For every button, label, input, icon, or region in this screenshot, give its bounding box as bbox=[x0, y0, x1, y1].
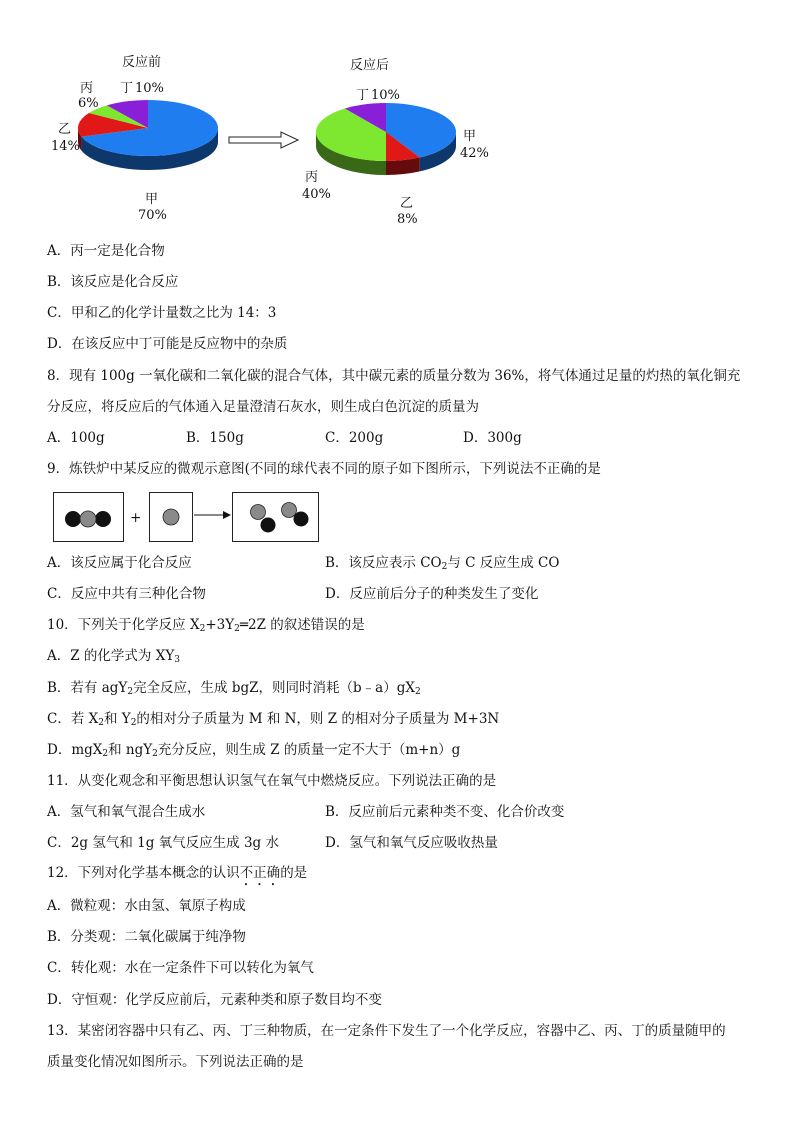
chart2-value-bing: 40% bbox=[302, 187, 331, 202]
q9-option-c: C．反应中共有三种化合物 bbox=[47, 586, 206, 602]
chart2-value-jia: 42% bbox=[460, 146, 489, 161]
chart2-label-jia: 甲 bbox=[463, 129, 477, 144]
q9-option-a: A．该反应属于化合反应 bbox=[47, 555, 192, 571]
q12-stem: 12．下列对化学基本概念的认识不正确的是 bbox=[47, 865, 308, 881]
q9-option-d: D．反应前后分子的种类发生了变化 bbox=[325, 586, 539, 602]
molecule-co2 bbox=[54, 493, 123, 541]
reactant-box-2 bbox=[149, 492, 193, 542]
q10-option-a: A．Z 的化学式为 $XY_3$ bbox=[47, 648, 180, 665]
q11-option-a: A．氢气和氧气混合生成水 bbox=[47, 804, 206, 820]
chart1-label-bing: 丙 bbox=[80, 81, 94, 96]
q10-option-b: B．若有 agY$_2$完全反应，生成 bgZ，则同时消耗$(b﹣a)gX_2$ bbox=[47, 680, 421, 697]
molecules-co bbox=[233, 493, 318, 541]
chart1-value-jia: 70% bbox=[138, 208, 167, 223]
chart1-label-jia: 甲 bbox=[145, 192, 159, 207]
q8-stem-line2: 分反应，将反应后的气体通入足量澄清石灰水，则生成白色沉淀的质量为 bbox=[47, 399, 479, 415]
q12-option-c: C．转化观：水在一定条件下可以转化为氧气 bbox=[47, 960, 314, 976]
q9-option-b: B．该反应表示 $CO_2$与 C 反应生成 CO bbox=[325, 555, 560, 572]
q11-option-c: C．2g 氢气和 1g 氧气反应生成 3g 水 bbox=[47, 835, 279, 851]
q8-option-b: B．150g bbox=[186, 430, 244, 446]
q11-option-d: D．氢气和氧气反应吸收热量 bbox=[325, 835, 498, 851]
q10-option-d: D．mgX$_2$和 ngY$_2$充分反应，则生成 Z 的质量一定不大于（m+n）g bbox=[47, 742, 461, 759]
pie-chart-after bbox=[316, 103, 456, 175]
reaction-arrow-icon bbox=[193, 508, 233, 522]
q8-stem-line1: 8．现有 100g 一氧化碳和二氧化碳的混合气体，其中碳元素的质量分数为 36%，将气体通过足量的灼热的氧化铜充 bbox=[47, 368, 741, 384]
chart2-label-yi: 乙 bbox=[400, 196, 414, 211]
q7-option-a: A．丙一定是化合物 bbox=[47, 243, 165, 259]
chart1-value-ding: 10% bbox=[135, 81, 164, 96]
chart1-value-bing: 6% bbox=[78, 96, 99, 111]
reactant-box-1 bbox=[53, 492, 124, 542]
atom-carbon bbox=[150, 493, 192, 541]
q10-stem: 10．下列关于化学反应 $X_2+3Y_2═2Z$ 的叙述错误的是 bbox=[47, 617, 365, 634]
chart2-label-ding: 丁 bbox=[356, 88, 370, 103]
q11-stem: 11．从变化观念和平衡思想认识氢气在氧气中燃烧反应。下列说法正确的是 bbox=[47, 773, 497, 789]
q7-option-c: C．甲和乙的化学计量数之比为 14：3 bbox=[47, 305, 277, 321]
q13-stem-line2: 质量变化情况如图所示。下列说法正确的是 bbox=[47, 1054, 304, 1070]
q8-option-a: A．100g bbox=[47, 430, 105, 446]
pie-chart-before bbox=[78, 100, 218, 170]
q8-option-c: C．200g bbox=[325, 430, 384, 446]
chart2-value-yi: 8% bbox=[397, 212, 418, 227]
q7-option-d: D．在该反应中丁可能是反应物中的杂质 bbox=[47, 336, 288, 352]
chart1-label-ding: 丁 bbox=[120, 81, 134, 96]
emphasis-not-correct: 不正确 bbox=[239, 865, 281, 881]
q10-option-c: C．若 $X_2$和 $Y_2$的相对分子质量为 M 和 N，则 Z 的相对分子质量为 M+3N bbox=[47, 711, 500, 728]
q12-option-a: A．微粒观：水由氢、氧原子构成 bbox=[47, 898, 246, 914]
q12-option-b: B．分类观：二氧化碳属于纯净物 bbox=[47, 929, 246, 945]
q8-option-d: D．300g bbox=[463, 430, 522, 446]
pie-charts-figure bbox=[0, 0, 793, 240]
reaction-arrow bbox=[229, 132, 298, 148]
q7-option-b: B．该反应是化合反应 bbox=[47, 274, 179, 290]
chart1-value-yi: 14% bbox=[51, 139, 80, 154]
chart2-label-bing: 丙 bbox=[305, 170, 319, 185]
q12-option-d: D．守恒观：化学反应前后，元素种类和原子数目均不变 bbox=[47, 992, 382, 1008]
plus-sign: + bbox=[130, 510, 142, 526]
chart1-label-yi: 乙 bbox=[58, 122, 72, 137]
product-box bbox=[232, 492, 319, 542]
chart2-value-ding: 10% bbox=[371, 88, 400, 103]
q11-option-b: B．反应前后元素种类不变、化合价改变 bbox=[325, 804, 565, 820]
q13-stem-line1: 13．某密闭容器中只有乙、丙、丁三种物质，在一定条件下发生了一个化学反应，容器中乙、丙、丁的质量随甲的 bbox=[47, 1023, 726, 1039]
q9-stem: 9．炼铁炉中某反应的微观示意图(不同的球代表不同的原子如下图所示，下列说法不正确的是 bbox=[47, 461, 601, 477]
chart1-title: 反应前 bbox=[122, 55, 162, 70]
chart2-title: 反应后 bbox=[350, 58, 390, 73]
